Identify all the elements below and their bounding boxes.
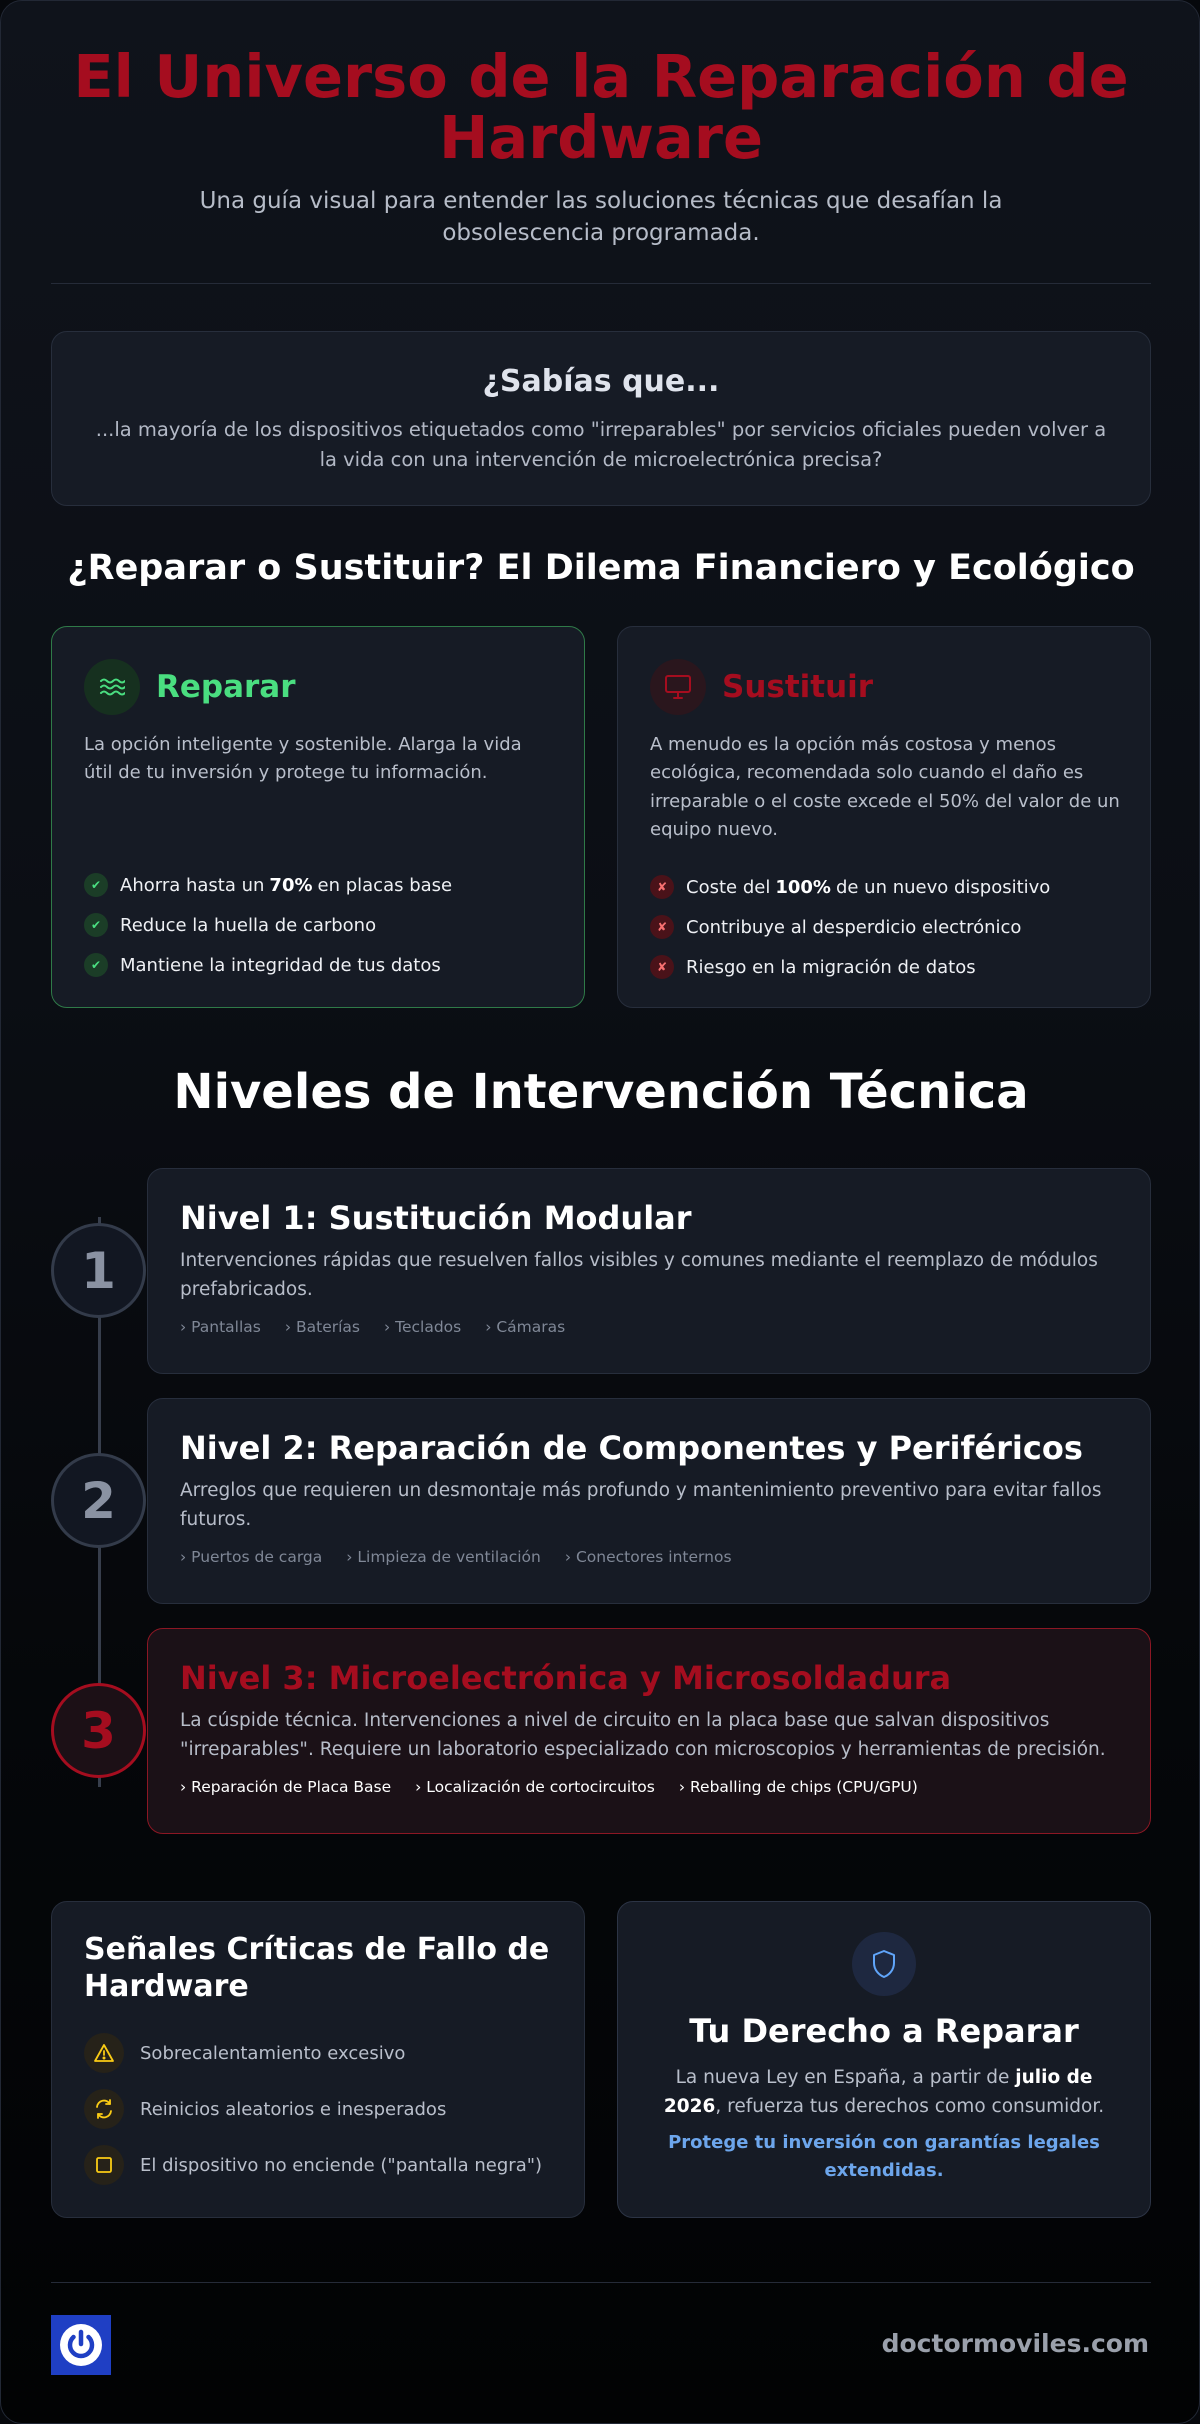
header: [51, 42, 1151, 250]
replace-title: Sustituir: [722, 669, 874, 705]
levels-title: Niveles de Intervención Técnica: [173, 1064, 1029, 1120]
list-item: ✔ Mantiene la integridad de tus datos: [84, 945, 452, 985]
replace-card: [617, 626, 1151, 1008]
rights-title: Tu Derecho a Reparar: [689, 2012, 1079, 2050]
did-you-know-card: [51, 331, 1151, 506]
level-tag: › Baterías: [284, 1318, 360, 1337]
check-icon: ✔: [84, 953, 108, 977]
level-description: Intervenciones rápidas que resuelven fallos visibles y comunes mediante el reemplazo de módulos prefabricados.: [180, 1250, 1098, 1300]
divider: [51, 283, 1151, 284]
level-number-3: 3: [51, 1683, 146, 1778]
wave-icon: [84, 659, 140, 715]
did-you-know-title: ¿Sabías que...: [482, 364, 720, 399]
list-item: Sobrecalentamiento excesivo: [84, 2025, 552, 2081]
level-tags: [180, 1318, 1118, 1336]
check-icon: ✔: [84, 873, 108, 897]
level-number-1: 1: [51, 1223, 146, 1318]
level-tags: [180, 1548, 1118, 1566]
monitor-icon: [650, 659, 706, 715]
did-you-know-text: ...la mayoría de los dispositivos etiquetados como "irreparables" por servicios oficiales pueden volver a la vida con una intervención de microelectrónica precisa?: [95, 418, 1107, 471]
level-tag: › Pantallas: [180, 1318, 261, 1337]
level-description: Arreglos que requieren un desmontaje más profundo y mantenimiento preventivo para evitar fallos futuros.: [180, 1480, 1102, 1530]
level-tag: › Puertos de carga: [180, 1548, 323, 1567]
level-tag: › Conectores internos: [564, 1548, 732, 1567]
level-tag: › Reparación de Placa Base: [180, 1778, 392, 1797]
level-card-2: [147, 1398, 1151, 1604]
replace-description: A menudo es la opción más costosa y menos ecológica, recomendada solo cuando el daño es irreparable o el coste excede el 50% del valor de un equipo nuevo.: [650, 734, 1120, 841]
level-tag: › Localización de cortocircuitos: [415, 1778, 655, 1797]
level-tag: › Limpieza de ventilación: [346, 1548, 541, 1567]
cross-icon: ✘: [650, 915, 674, 939]
list-item: Reinicios aleatorios e inesperados: [84, 2081, 552, 2137]
page-title: El Universo de la Reparación de Hardware: [73, 42, 1129, 172]
warning-icon: [84, 2033, 124, 2073]
level-card-3: [147, 1628, 1151, 1834]
level-description: La cúspide técnica. Intervenciones a nivel de circuito en la placa base que salvan dispositivos "irreparables". Requiere un laboratorio especializado con microscopios y herramientas de precisión.: [180, 1710, 1106, 1760]
level-number-2: 2: [51, 1453, 146, 1548]
power-icon: [51, 2315, 111, 2375]
repair-description: La opción inteligente y sostenible. Alarga la vida útil de tu inversión y protege tu información.: [84, 734, 522, 784]
cross-icon: ✘: [650, 955, 674, 979]
level-tag: › Reballing de chips (CPU/GPU): [678, 1778, 918, 1797]
shield-icon: [852, 1932, 916, 1996]
level-tag: › Teclados: [384, 1318, 462, 1337]
repair-card: [51, 626, 585, 1008]
rights-cta: Protege tu inversión con garantías legales extendidas.: [668, 2132, 1100, 2182]
rights-text: La nueva Ley en España, a partir de julio de 2026, refuerza tus derechos como consumidor.: [663, 2067, 1105, 2117]
level-tags: [180, 1778, 1118, 1796]
list-item: ✘ Contribuye al desperdicio electrónico: [650, 907, 1050, 947]
list-item: ✔ Reduce la huella de carbono: [84, 905, 452, 945]
repair-title: Reparar: [156, 669, 296, 705]
list-item: El dispositivo no enciende ("pantalla negra"): [84, 2137, 552, 2193]
signals-list: [84, 2025, 552, 2193]
square-icon: [84, 2145, 124, 2185]
level-title: Nivel 3: Microelectrónica y Microsoldadura: [180, 1659, 952, 1697]
level-title: Nivel 2: Reparación de Componentes y Periféricos: [180, 1429, 1083, 1467]
dilemma-title: ¿Reparar o Sustituir? El Dilema Financiero y Ecológico: [67, 548, 1135, 588]
level-tag: › Cámaras: [485, 1318, 566, 1337]
list-item: ✘ Coste del 100% de un nuevo dispositivo: [650, 867, 1050, 907]
repair-benefits-list: [84, 865, 452, 985]
check-icon: ✔: [84, 913, 108, 937]
signals-title: Señales Críticas de Fallo de Hardware: [84, 1932, 550, 2004]
list-item: ✔ Ahorra hasta un 70% en placas base: [84, 865, 452, 905]
level-title: Nivel 1: Sustitución Modular: [180, 1199, 692, 1237]
page-subtitle: Una guía visual para entender las soluciones técnicas que desafían la obsolescencia programada.: [199, 187, 1003, 247]
cross-icon: ✘: [650, 875, 674, 899]
list-item: ✘ Riesgo en la migración de datos: [650, 947, 1050, 987]
footer-site-link[interactable]: doctormoviles.com: [881, 2329, 1149, 2358]
refresh-icon: [84, 2089, 124, 2129]
signals-card: [51, 1901, 585, 2218]
replace-drawbacks-list: [650, 867, 1050, 987]
level-card-1: [147, 1168, 1151, 1374]
divider: [51, 2282, 1151, 2283]
rights-card: [617, 1901, 1151, 2218]
